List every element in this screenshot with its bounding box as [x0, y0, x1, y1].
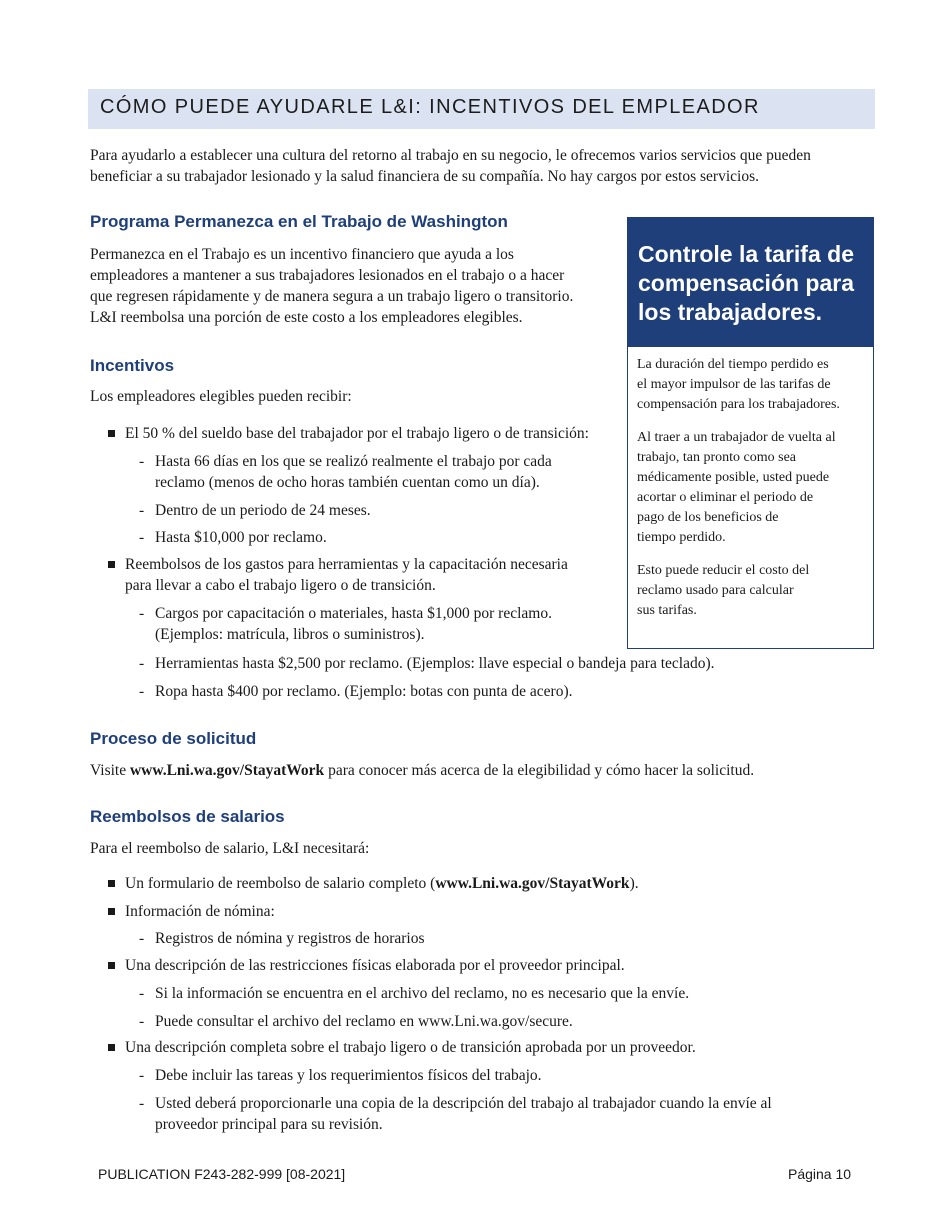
dash-icon: -	[139, 930, 145, 947]
bullet-square-icon	[108, 430, 115, 437]
callout-paragraph	[637, 561, 865, 621]
bullet-text: ).	[629, 875, 639, 892]
bullet-line: para llevar a cabo el trabajo ligero o de transición.	[125, 577, 436, 594]
footer-publication: PUBLICATION F243-282-999 [08-2021]	[98, 1166, 346, 1182]
bullet-text: Un formulario de reembolso de salario completo (	[125, 875, 436, 892]
sub-item-line: Cargos por capacitación o materiales, hasta $1,000 por reclamo.	[155, 605, 552, 622]
callout-line: trabajo, tan pronto como sea	[637, 450, 797, 465]
incentive-sub-item	[155, 603, 552, 645]
wage-sub-item: Puede consultar el archivo del reclamo en www.Lni.wa.gov/secure.	[155, 1013, 573, 1030]
heading-application: Proceso de solicitud	[90, 729, 257, 748]
callout-line: La duración del tiempo perdido es	[637, 357, 829, 372]
stayatwork-link[interactable]: www.Lni.wa.gov/StayatWork	[435, 875, 630, 892]
wage-sub-item: Debe incluir las tareas y los requerimientos físicos del trabajo.	[155, 1067, 542, 1084]
incentive-sub-item	[155, 451, 552, 493]
sub-item-line: proveedor principal para su revisión.	[155, 1116, 383, 1133]
paragraph-line: que regresen rápidamente y de manera segura a un trabajo ligero o transitorio.	[90, 288, 574, 305]
intro-line: beneficiar a su trabajador lesionado y la salud financiera de su compañía. No hay cargos por estos servicios.	[90, 168, 759, 185]
dash-icon: -	[139, 1013, 145, 1030]
dash-icon: -	[139, 655, 145, 672]
incentive-bullet-1: El 50 % del sueldo base del trabajador por el trabajo ligero o de transición:	[125, 425, 589, 442]
stay-at-work-paragraph	[90, 244, 573, 328]
callout-box	[627, 217, 874, 649]
callout-line: Al traer a un trabajador de vuelta al	[637, 430, 836, 445]
callout-line: Esto puede reducir el costo del	[637, 563, 810, 578]
sub-item-line: Usted deberá proporcionarle una copia de la descripción del trabajo al trabajador cuando la envíe al	[155, 1095, 772, 1112]
callout-title-line: Controle la tarifa de	[638, 241, 854, 267]
wage-bullet-1	[125, 873, 639, 894]
heading-incentives: Incentivos	[90, 356, 175, 375]
application-text: para conocer más acerca de la elegibilidad y cómo hacer la solicitud.	[324, 762, 755, 779]
intro-line: Para ayudarlo a establecer una cultura del retorno al trabajo en su negocio, le ofrecemos varios servicios que pueden	[90, 147, 811, 164]
bullet-square-icon	[108, 561, 115, 568]
section-banner: CÓMO PUEDE AYUDARLE L&I: INCENTIVOS DEL EMPLEADOR	[88, 89, 875, 129]
wage-bullet-2: Información de nómina:	[125, 903, 275, 920]
incentive-sub-item: Ropa hasta $400 por reclamo. (Ejemplo: botas con punta de acero).	[155, 683, 573, 700]
callout-title-line: compensación para	[638, 270, 855, 296]
callout-line: reclamo usado para calcular	[637, 583, 794, 598]
paragraph-line: empleadores a mantener a sus trabajadores lesionados en el trabajo o a hacer	[90, 267, 565, 284]
sub-item-line: reclamo (menos de ocho horas también cuentan como un día).	[155, 474, 540, 491]
dash-icon: -	[139, 683, 145, 700]
wage-sub-item: Si la información se encuentra en el archivo del reclamo, no es necesario que la envíe.	[155, 985, 690, 1002]
heading-wage-reimbursement: Reembolsos de salarios	[90, 807, 285, 826]
callout-line: acortar o eliminar el periodo de	[637, 490, 814, 505]
callout-line: compensación para los trabajadores.	[637, 397, 840, 412]
dash-icon: -	[139, 1067, 145, 1084]
application-text: Visite	[90, 762, 130, 779]
bullet-line: Reembolsos de los gastos para herramientas y la capacitación necesaria	[125, 556, 568, 573]
callout-line: tiempo perdido.	[637, 530, 726, 545]
wage-bullet-4: Una descripción completa sobre el trabajo ligero o de transición aprobada por un proveedor.	[125, 1039, 696, 1056]
callout-paragraph	[637, 355, 865, 415]
dash-icon: -	[139, 529, 145, 546]
dash-icon: -	[139, 1095, 145, 1112]
incentives-intro: Los empleadores elegibles pueden recibir:	[90, 388, 352, 405]
incentive-sub-item: Dentro de un periodo de 24 meses.	[155, 502, 371, 519]
callout-body	[628, 347, 873, 621]
dash-icon: -	[139, 502, 145, 519]
callout-title-line: los trabajadores.	[638, 299, 823, 325]
dash-icon: -	[139, 453, 145, 470]
wages-intro: Para el reembolso de salario, L&I necesitará:	[90, 840, 370, 857]
callout-line: sus tarifas.	[637, 603, 697, 618]
bullet-square-icon	[108, 908, 115, 915]
footer-page-number: Página 10	[788, 1166, 852, 1182]
stayatwork-link[interactable]: www.Lni.wa.gov/StayatWork	[129, 762, 325, 779]
callout-paragraph	[637, 428, 865, 548]
sub-item-line: Hasta 66 días en los que se realizó realmente el trabajo por cada	[155, 453, 552, 470]
callout-line: médicamente posible, usted puede	[637, 470, 830, 485]
callout-line: el mayor impulsor de las tarifas de	[637, 377, 831, 392]
callout-title	[628, 218, 873, 347]
bullet-square-icon	[108, 880, 115, 887]
dash-icon: -	[139, 985, 145, 1002]
heading-stay-at-work: Programa Permanezca en el Trabajo de Washington	[90, 212, 508, 231]
sub-item-line: (Ejemplos: matrícula, libros o suministros).	[155, 626, 425, 643]
bullet-square-icon	[108, 962, 115, 969]
intro-paragraph	[90, 145, 811, 187]
incentive-sub-item: Herramientas hasta $2,500 por reclamo. (Ejemplos: llave especial o bandeja para teclado).	[155, 655, 715, 672]
paragraph-line: L&I reembolsa una porción de este costo a los empleadores elegibles.	[90, 309, 523, 326]
bullet-square-icon	[108, 1044, 115, 1051]
application-paragraph	[90, 760, 754, 781]
wage-sub-item: Registros de nómina y registros de horarios	[155, 930, 425, 947]
wage-sub-item	[155, 1093, 772, 1135]
dash-icon: -	[139, 605, 145, 622]
incentive-sub-item: Hasta $10,000 por reclamo.	[155, 529, 327, 546]
callout-line: pago de los beneficios de	[637, 510, 779, 525]
incentive-bullet-2	[125, 554, 568, 596]
wage-bullet-3: Una descripción de las restricciones físicas elaborada por el proveedor principal.	[125, 957, 625, 974]
paragraph-line: Permanezca en el Trabajo es un incentivo financiero que ayuda a los	[90, 246, 514, 263]
